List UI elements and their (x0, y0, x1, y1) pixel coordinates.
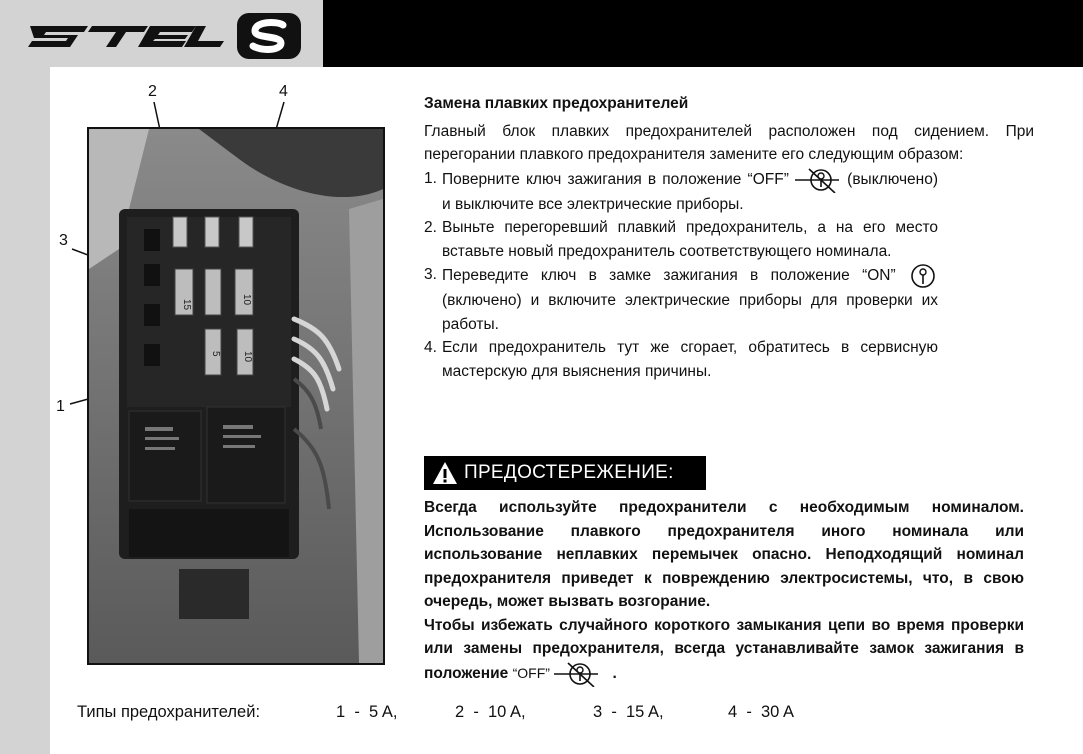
warning-paragraph-2-text: Чтобы избежать случайного короткого замыкания цепи во время проверки или замены предохранителя, всегда устанавливайте замок зажигания в положение (424, 616, 1024, 682)
step-4 (424, 336, 938, 383)
step-number: 3. (424, 266, 437, 283)
fuse-type-2: 2 - 10 A, (455, 703, 526, 721)
fuse-type-1: 1 - 5 A, (336, 703, 398, 721)
warning-title: ПРЕДОСТЕРЕЖЕНИЕ: (464, 462, 674, 483)
step-text: Переведите ключ в замке зажигания в положение (442, 267, 850, 285)
fuse-label-10-top: 10 (241, 294, 252, 306)
steps-list (424, 167, 1034, 384)
step-text: Поверните ключ зажигания в положение (442, 170, 742, 188)
ignition-key-on-icon (908, 263, 938, 289)
step-2 (424, 216, 938, 263)
fuse-label-15: 15 (181, 299, 192, 311)
callout-1: 1 (56, 398, 65, 415)
step-text-cont: (включено) и включите электрические приборы для проверки их работы. (442, 292, 938, 333)
fuse-type-4: 4 - 30 A (728, 703, 795, 721)
step-number: 1. (424, 169, 437, 187)
intro-paragraph: Главный блок плавких предохранителей расположен под сидением. При перегорании плавкого предохранителя замените его следующим образом: (424, 122, 1034, 163)
key-position-label: “OFF” (512, 664, 550, 681)
step-text-cont: (выключено) и выключите все электрические приборы. (442, 170, 939, 213)
step-text: Выньте перегоревший плавкий предохранитель, а на его место вставьте новый предохранитель соответствующего номинала. (442, 219, 938, 260)
callout-2: 2 (148, 83, 157, 100)
instructions-section (424, 92, 1034, 383)
warning-tail: . (612, 664, 617, 682)
key-position-label: “OFF” (747, 170, 789, 188)
fuse-type-3: 3 - 15 A, (593, 703, 664, 721)
fuse-label-5: 5 (210, 351, 221, 357)
callout-3: 3 (59, 232, 68, 249)
fuse-box-photo (87, 127, 385, 665)
warning-text (424, 496, 1024, 687)
fuse-label-10-bottom: 10 (242, 351, 253, 363)
step-number: 4. (424, 339, 437, 356)
section-title: Замена плавких предохранителей (424, 95, 689, 112)
ignition-key-off-icon (795, 167, 841, 193)
step-1 (424, 167, 938, 217)
step-text: Если предохранитель тут же сгорает, обратитесь в сервисную мастерскую для выяснения причины. (442, 339, 938, 380)
warning-header (424, 456, 706, 490)
header-bar (323, 0, 1083, 67)
step-number: 2. (424, 219, 437, 236)
warning-paragraph-2 (424, 614, 1024, 687)
fuse-types-label: Типы предохранителей: (77, 703, 261, 721)
warning-paragraph-1: Всегда используйте предохранители с необходимым номиналом. Использование плавкого предохранителя иного номинала или использование неплавких перемычек опасно. Неподходящий номинал предохранителя приведет к повреждению электросистемы, что, в свою очередь, может вызвать возгорание. (424, 499, 1024, 610)
fuse-types-footer (77, 703, 794, 722)
step-3 (424, 263, 938, 336)
callout-4: 4 (279, 83, 288, 100)
key-position-label: “ON” (862, 267, 896, 285)
warning-triangle-icon (432, 461, 458, 485)
ignition-key-off-icon (554, 661, 600, 687)
